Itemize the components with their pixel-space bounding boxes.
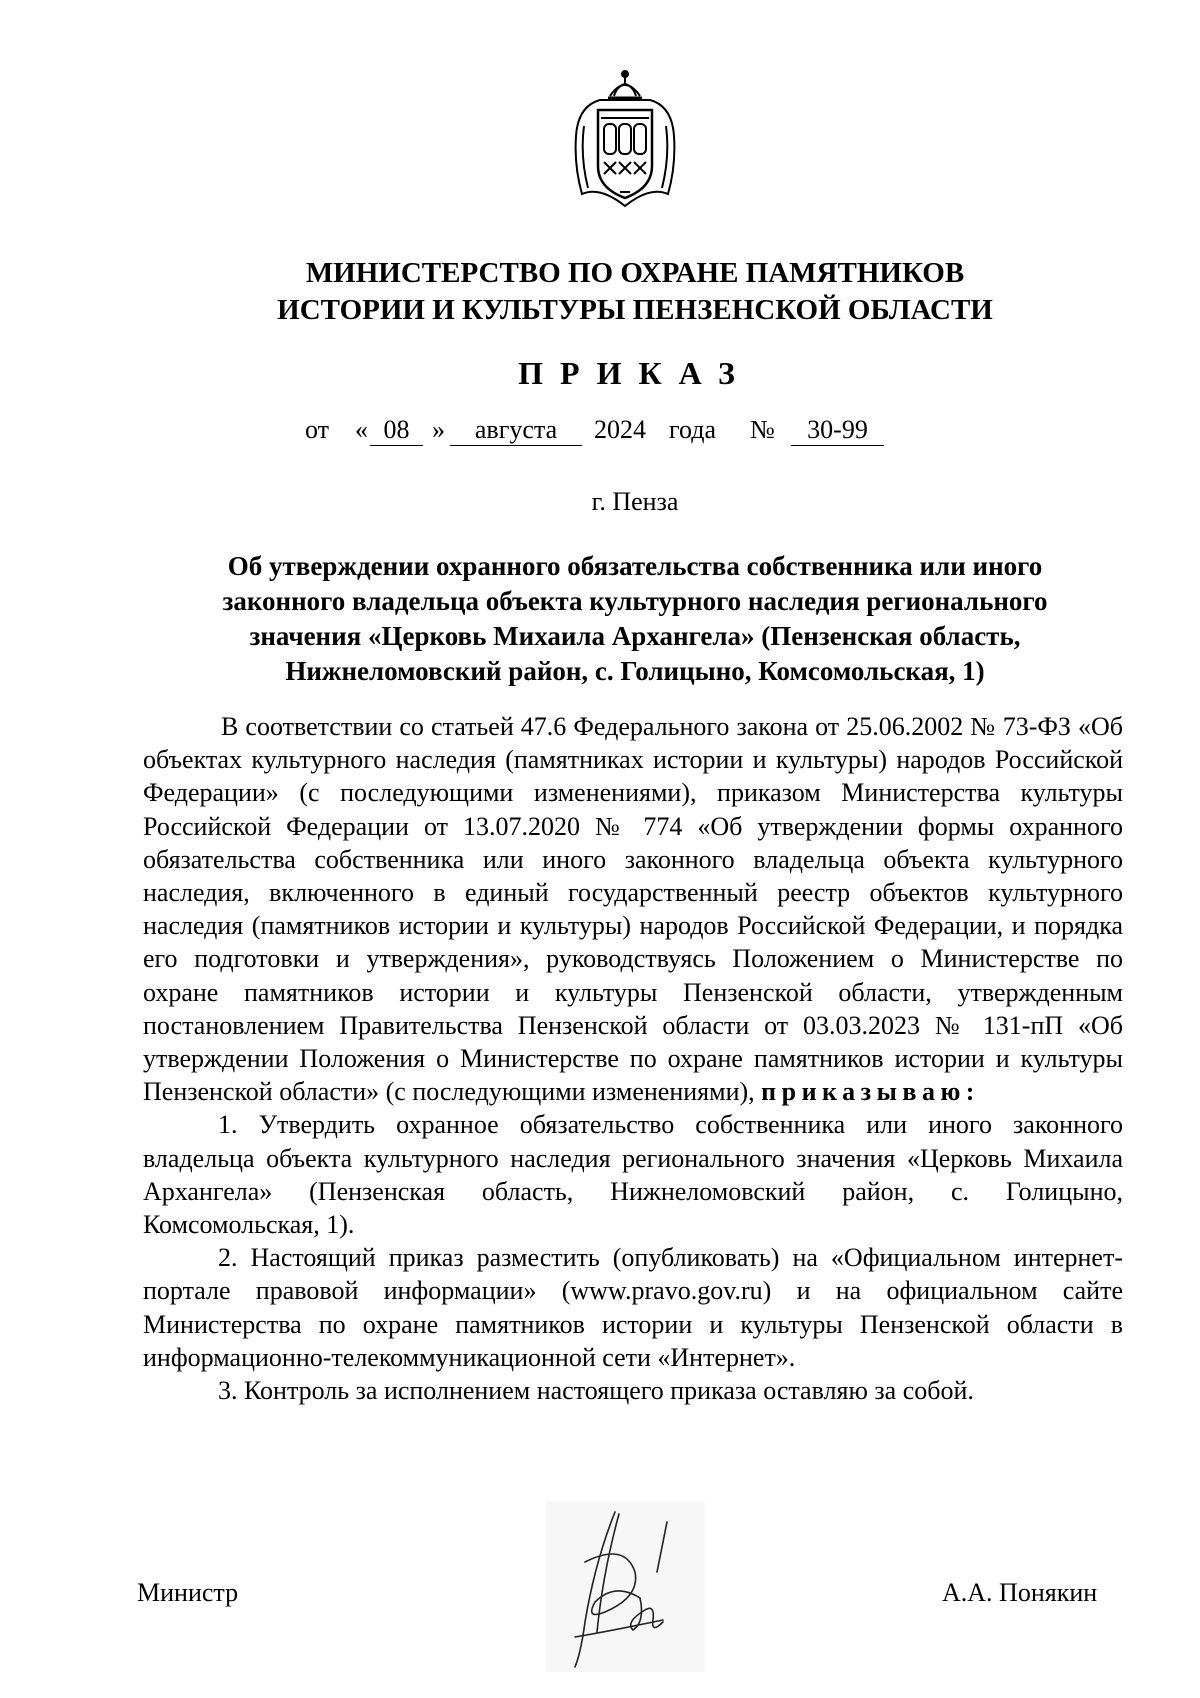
close-quote: » [432, 415, 445, 444]
open-quote: « [355, 415, 368, 444]
preamble-paragraph [143, 710, 1123, 1108]
coat-of-arms-icon [570, 66, 680, 214]
year-word: года [669, 415, 717, 444]
order-item: 3. Контроль за исполнением настоящего приказа оставляю за собой. [218, 1376, 974, 1406]
document-type: ПРИКАЗ [518, 355, 752, 391]
preamble-text: В соответствии со статьей 47.6 Федерального закона от 25.06.2002 № 73-ФЗ «Об объектах культурного наследия (памятниках истории и культуры) народов Российской Федерации» (с последующими изменениями), приказом Министерства культуры Российской Федерации от 13.07.2020 № 774 «Об утверждении формы охранного обязательства собственника или иного законного владельца объекта культурного наследия, включенного в единый государственный реестр объектов культурного наследия (памятников истории и культуры) народов Российской Федерации, и порядка его подготовки и утверждения», руководствуясь Положением о Министерстве по охране памятников истории и культуры Пензенской области, утвержденным постановлением Правительства Пензенской области от 03.03.2023 № 131-пП «Об утверждении Положения о Министерстве по охране памятников истории и культуры Пензенской области» (с последующими изменениями), [143, 712, 1123, 1107]
ministry-line-2: ИСТОРИИ И КУЛЬТУРЫ ПЕНЗЕНСКОЙ ОБЛАСТИ [277, 294, 993, 326]
order-item: 2. Настоящий приказ разместить (опубликовать) на «Официальном интернет-портале правовой информации» (www.pravo.gov.ru) и на официальном сайте Министерства по охране памятников истории и культуры Пензенской области в информационно-телекоммуникационной сети «Интернет». [143, 1243, 1123, 1372]
signer-name: А.А. Понякин [942, 1578, 1098, 1607]
from-label: от [305, 415, 330, 444]
day-field: 08 [370, 415, 423, 446]
signature-block [0, 1578, 1200, 1618]
ministry-line-1: МИНИСТЕРСТВО ПО ОХРАНЕ ПАМЯТНИКОВ [305, 257, 965, 289]
order-title: Об утверждении охранного обязательства собственника или иного законного владельца объекта культурного наследия регионального значения «Церковь Михаила Архангела» (Пензенская область, Нижнеломовский район, с. Голицыно, Комсомольская, 1) [222, 551, 1048, 686]
order-word: приказываю: [761, 1077, 980, 1107]
number-sign: № [750, 415, 775, 444]
order-number-field: 30-99 [791, 415, 884, 446]
date-number-line [0, 415, 1200, 455]
order-body [143, 710, 1123, 1407]
city: г. Пенза [591, 487, 679, 516]
year-value: 2024 [594, 415, 646, 444]
month-field: августа [450, 415, 582, 446]
signer-position: Министр [137, 1578, 239, 1607]
order-item: 1. Утвердить охранное обязательство собственника или иного законного владельца объекта культурного наследия регионального значения «Церковь Михаила Архангела» (Пензенская область, Нижнеломовский район, с. Голицыно, Комсомольская, 1). [143, 1110, 1123, 1240]
ministry-name [0, 255, 1200, 329]
